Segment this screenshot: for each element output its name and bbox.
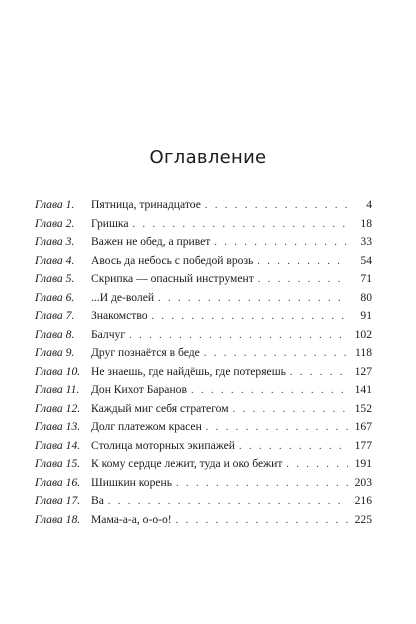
toc-chapter-label [35, 455, 91, 474]
toc-dot-leader [158, 290, 348, 309]
toc-page-number: 18 [360, 216, 372, 230]
toc-chapter-number: 3. [65, 235, 75, 248]
toc-chapter-word: Глава [35, 438, 63, 452]
toc-chapter-label [35, 196, 91, 215]
toc-chapter-title: ...И де-волей [91, 290, 155, 304]
toc-chapter-number: 5. [65, 272, 75, 285]
toc-chapter-label [35, 344, 91, 363]
toc-dot-leader [258, 271, 348, 290]
toc-chapter-word: Глава [35, 420, 63, 433]
toc-entry [35, 326, 372, 345]
toc-chapter-title: Каждый миг себя стратегом [91, 401, 229, 415]
toc-chapter-label [35, 511, 91, 530]
toc-chapter-label [35, 307, 91, 326]
toc-page-number: 91 [360, 309, 372, 322]
toc-chapter-number: 4. [65, 253, 75, 267]
toc-entry [35, 233, 372, 252]
toc-list [35, 196, 372, 529]
toc-chapter-number: 12. [65, 401, 81, 415]
page-title: Оглавление [149, 147, 267, 168]
toc-chapter-word: Глава [35, 309, 63, 322]
toc-chapter-title: К кому сердце лежит, туда и око бежит [91, 457, 283, 470]
toc-chapter-title: Шишкин корень [91, 475, 173, 489]
toc-chapter-title: Балчуг [91, 327, 126, 341]
toc-chapter-number: 7. [65, 309, 75, 322]
toc-chapter-title: Долг платежом красен [91, 420, 202, 433]
toc-dot-leader [206, 419, 348, 438]
toc-entry [35, 252, 372, 271]
toc-chapter-label [35, 252, 91, 271]
toc-chapter-word: Глава [35, 272, 63, 285]
toc-chapter-label [35, 289, 91, 308]
toc-chapter-number: 15. [65, 457, 81, 470]
toc-dot-leader [214, 234, 348, 253]
toc-chapter-title: Дон Кихот Баранов [91, 383, 187, 396]
toc-page-number: 152 [354, 401, 372, 415]
toc-chapter-number: 13. [65, 420, 81, 433]
toc-entry [35, 474, 372, 493]
toc-chapter-word: Глава [35, 475, 63, 489]
toc-chapter-number: 11. [65, 383, 80, 396]
toc-chapter-label [35, 474, 91, 493]
toc-dot-leader [176, 475, 348, 494]
toc-chapter-number: 17. [65, 494, 81, 507]
toc-dot-leader [108, 493, 348, 512]
toc-chapter-title: Столица моторных экипажей [91, 438, 235, 452]
toc-chapter-number: 9. [65, 346, 75, 359]
toc-entry [35, 437, 372, 456]
toc-chapter-word: Глава [35, 512, 63, 526]
toc-chapter-title: Пятница, тринадцатое [91, 198, 201, 211]
toc-chapter-number: 6. [65, 290, 75, 304]
toc-page-number: 127 [354, 364, 372, 378]
toc-chapter-word: Глава [35, 198, 63, 211]
toc-chapter-title: Важен не обед, а привет [91, 235, 211, 248]
toc-chapter-word: Глава [35, 364, 63, 378]
toc-page-number: 177 [354, 438, 372, 452]
toc-entry [35, 363, 372, 382]
toc-chapter-number: 1. [65, 198, 75, 211]
toc-chapter-number: 14. [65, 438, 81, 452]
toc-page-number: 191 [354, 457, 372, 470]
toc-dot-leader [191, 382, 348, 401]
toc-chapter-label [35, 215, 91, 234]
toc-chapter-title: Скрипка — опасный инструмент [91, 272, 254, 285]
toc-entry [35, 270, 372, 289]
toc-chapter-word: Глава [35, 346, 63, 359]
toc-chapter-number: 2. [65, 216, 75, 230]
toc-dot-leader [204, 345, 348, 364]
toc-chapter-title: Знакомство [91, 309, 148, 322]
toc-page-number: 118 [355, 346, 372, 359]
toc-dot-leader [152, 308, 348, 327]
toc-chapter-title: Гришка [91, 216, 129, 230]
toc-entry [35, 307, 372, 326]
toc-chapter-label [35, 233, 91, 252]
toc-chapter-title: Ва [91, 494, 104, 507]
toc-page-number: 225 [354, 512, 372, 526]
toc-dot-leader [239, 438, 348, 457]
toc-chapter-label [35, 437, 91, 456]
toc-entry [35, 492, 372, 511]
toc-entry [35, 511, 372, 530]
toc-chapter-word: Глава [35, 457, 63, 470]
toc-chapter-label [35, 270, 91, 289]
toc-chapter-number: 10. [65, 364, 81, 378]
toc-entry [35, 289, 372, 308]
toc-dot-leader [205, 197, 348, 216]
toc-chapter-word: Глава [35, 327, 63, 341]
toc-chapter-label [35, 326, 91, 345]
toc-page-number: 203 [354, 475, 372, 489]
toc-page-number: 33 [360, 235, 372, 248]
toc-page-number: 71 [360, 272, 372, 285]
toc-dot-leader [286, 456, 348, 475]
toc-chapter-word: Глава [35, 235, 63, 248]
toc-chapter-label [35, 363, 91, 382]
toc-page-number: 167 [354, 420, 372, 433]
toc-entry [35, 455, 372, 474]
toc-chapter-label [35, 492, 91, 511]
toc-chapter-title: Мама-а-а, о-о-о! [91, 512, 172, 526]
toc-chapter-word: Глава [35, 253, 63, 267]
toc-entry [35, 215, 372, 234]
toc-chapter-number: 18. [65, 512, 81, 526]
toc-chapter-title: Не знаешь, где найдёшь, где потеряешь [91, 364, 286, 378]
toc-chapter-number: 16. [65, 475, 81, 489]
toc-entry [35, 344, 372, 363]
toc-chapter-word: Глава [35, 216, 63, 230]
toc-chapter-word: Глава [35, 494, 63, 507]
toc-page-number: 102 [354, 327, 372, 341]
toc-chapter-number: 8. [65, 327, 75, 341]
toc-entry [35, 196, 372, 215]
toc-page-number: 4 [366, 198, 372, 211]
toc-chapter-label [35, 400, 91, 419]
toc-page-number: 54 [360, 253, 372, 267]
toc-dot-leader [133, 216, 348, 235]
toc-entry [35, 381, 372, 400]
toc-chapter-title: Друг познаётся в беде [91, 346, 200, 359]
toc-page-number: 216 [354, 494, 372, 507]
toc-chapter-label [35, 381, 91, 400]
toc-dot-leader [176, 512, 348, 531]
toc-dot-leader [257, 253, 348, 272]
toc-dot-leader [290, 364, 348, 383]
toc-chapter-word: Глава [35, 383, 63, 396]
toc-entry [35, 400, 372, 419]
toc-dot-leader [233, 401, 348, 420]
toc-page-number: 80 [360, 290, 372, 304]
toc-chapter-word: Глава [35, 401, 63, 415]
toc-page-number: 141 [354, 383, 372, 396]
toc-chapter-title: Авось да небось с победой врозь [91, 253, 254, 267]
toc-entry [35, 418, 372, 437]
toc-dot-leader [129, 327, 348, 346]
toc-chapter-label [35, 418, 91, 437]
toc-chapter-word: Глава [35, 290, 63, 304]
